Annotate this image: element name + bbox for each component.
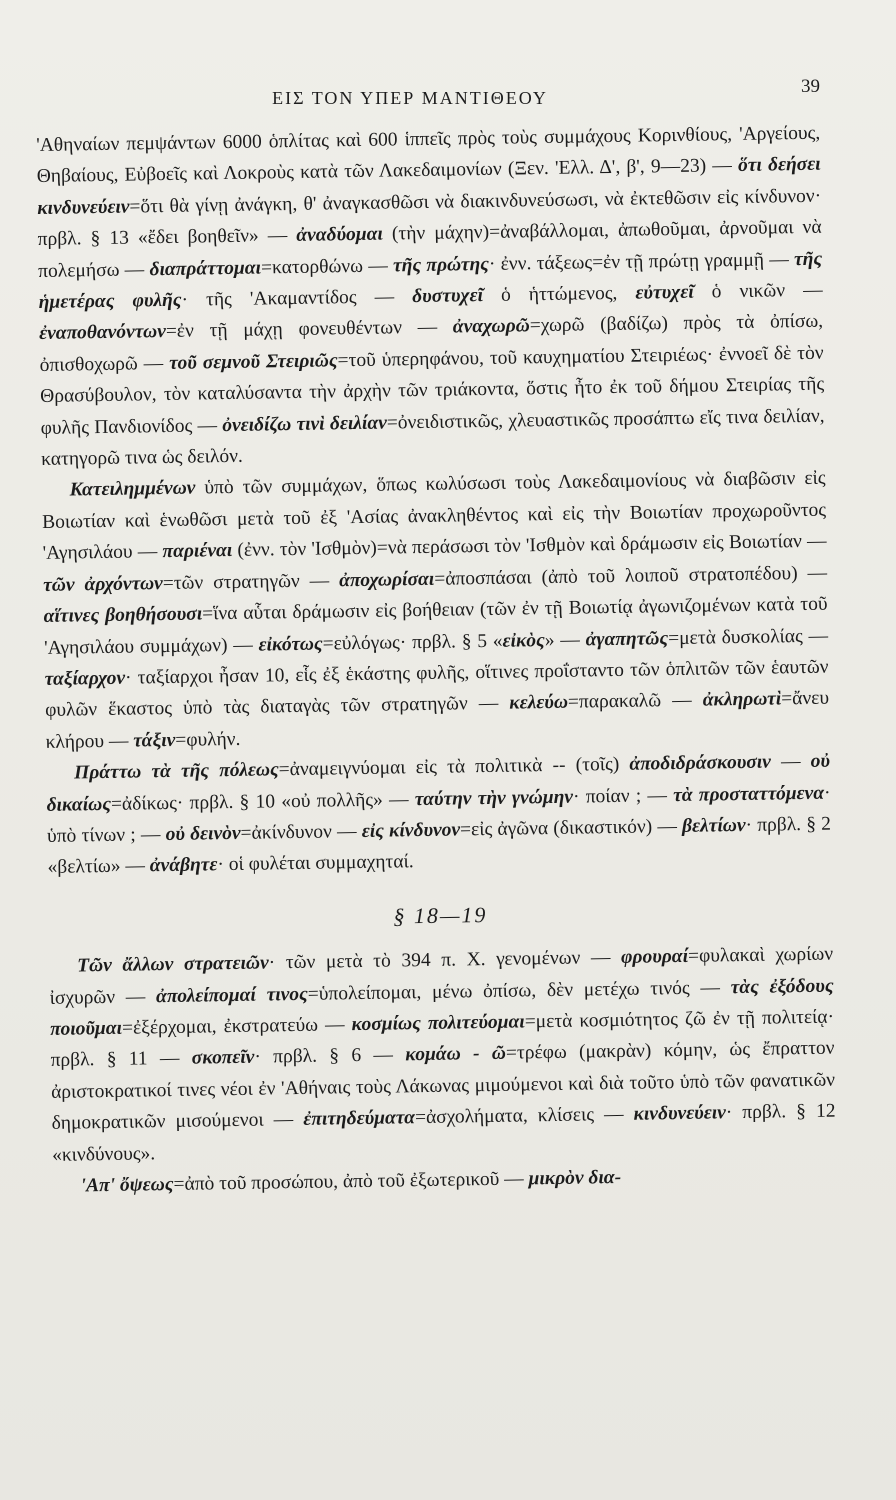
commentary-body xyxy=(36,118,837,1203)
lemma-term: παριέναι xyxy=(162,540,233,563)
gloss-text: =εἰς ἀγῶνα (δικαστικόν) — xyxy=(459,815,683,841)
lemma-term: αἵτινες βοηθήσουσι xyxy=(43,603,203,628)
lemma-term: ἀναδύομαι xyxy=(296,223,384,247)
gloss-text: =ἀναμειγνύομαι εἰς τὰ πολιτικὰ -- (τοῖς) xyxy=(278,753,630,781)
lemma-term: εἰκὸς xyxy=(502,629,545,652)
lemma-term: κελεύω xyxy=(509,692,569,714)
gloss-text: · ἐνν. τάξεως=ἐν τῇ πρώτῃ γραμμῇ — xyxy=(488,248,795,275)
lemma-term: σκοπεῖν xyxy=(191,1047,255,1070)
lemma-term: τὰς ἐξόδους ποιοῦμαι xyxy=(49,975,834,1040)
gloss-text: — xyxy=(770,751,811,773)
gloss-text: =ἐν τῇ μάχῃ φονευθέντων — xyxy=(165,316,454,343)
lemma-term: τάξιν xyxy=(133,729,176,752)
gloss-text: =ὑπολείπομαι, μένω ὀπίσω, δὲν μετέχω τινός — xyxy=(307,976,731,1005)
gloss-text: · τῆς 'Ακαμαντίδος — xyxy=(181,286,413,311)
lemma-term: ὅτι δεήσει κινδυνεύειν xyxy=(37,154,821,219)
lemma-term: ταξίαρχον xyxy=(44,667,126,690)
lemma-term: τῆς ἡμετέρας φυλῆς xyxy=(38,248,823,314)
lemma-term: φρουραί xyxy=(620,946,689,969)
gloss-text: =ἀκίνδυνον — xyxy=(240,820,362,844)
gloss-text: =ἄνευ κλήρου — xyxy=(45,687,830,753)
lemma-term: τῆς πρώτης xyxy=(392,253,490,277)
lemma-term: ἀκληρωτὶ xyxy=(702,688,782,711)
lemma-term: τοῦ σεμνοῦ Στειριῶς xyxy=(168,350,338,374)
lemma-term: εὐτυχεῖ xyxy=(635,281,694,304)
gloss-text: ὑπὸ τῶν συμμάχων, ὅπως κωλύσωσι τοὺς Λακεδαιμονίους νὰ διαβῶσιν εἰς Βοιωτίαν καὶ ἑνωθῶσι μετὰ τοῦ ἐξ 'Ασίας ἀνακληθέντος καὶ εἰς τὴν Βοιωτίαν προχωροῦντος 'Αγησιλάου — xyxy=(41,468,827,565)
gloss-text: =ἵνα αὗται δράμωσιν εἰς βοήθειαν (τῶν ἐν τῇ Βοιωτίᾳ ἀγωνιζομένων κατὰ τοῦ 'Αγησιλάου συμμάχων) — xyxy=(43,593,828,659)
gloss-text: =τοῦ ὑπερηφάνου, τοῦ καυχηματίου Στειριέως· ἐννοεῖ δὲ τὸν Θρασύβουλον, τὸν καταλύσαντα τὴν ἀρχὴν τῶν τριάκοντα, ὅστις ἦτο ἐκ τοῦ δήμου Στειρίας τῆς φυλῆς Πανδιονίδος — xyxy=(40,342,825,439)
lemma-term: τῶν ἀρχόντων xyxy=(42,572,163,596)
gloss-text: (τὴν μάχην)=ἀναβάλλομαι, ἀπωθοῦμαι, ἀρνοῦμαι νὰ πολεμήσω — xyxy=(38,216,822,282)
gloss-text: =τρέφω (μακρὰν) κόμην, ὡς ἔπραττον ἀριστοκρατικοί τινες νέοι ἐν 'Αθήναις τοὺς Λάκωνας μιμούμενοι καὶ διὰ τοῦτο ὑπὸ τῶν φανατικῶν δημοκρατικῶν μισούμενοι — xyxy=(50,1037,836,1135)
gloss-text: · πρβλ. § 6 — xyxy=(254,1044,406,1069)
lemma-term: ταύτην τὴν γνώμην xyxy=(414,786,574,810)
lemma-term: τὰ προσταττόμενα xyxy=(673,782,825,806)
lemma-term: κομάω - ῶ xyxy=(405,1043,507,1066)
commentary-paragraph xyxy=(41,463,829,758)
gloss-text: =ὅτι θὰ γίνῃ ἀνάγκη, θ' ἀναγκασθῶσι νὰ διακινδυνεύσωσι, νὰ ἐκτεθῶσιν εἰς κίνδυνον· πρβλ. § 13 «ἔδει βοηθεῖν» — xyxy=(37,185,822,251)
gloss-text: · ταξίαρχοι ἦσαν 10, εἷς ἐξ ἑκάστης φυλῆς, οἵτινες προΐσταντο τῶν ὁπλιτῶν τῶν ἑαυτῶν φυλῶν ἕκαστος ὑπὸ τὰς διαταγὰς τῶν στρατηγῶν — xyxy=(44,656,829,722)
gloss-text: =ἀδίκως· πρβλ. § 10 «οὐ πολλῆς» — xyxy=(110,788,415,815)
gloss-text: · ποίαν ; — xyxy=(572,784,674,808)
gloss-text: (ἐνν. τὸν 'Ισθμὸν)=νὰ περάσωσι τὸν 'Ισθμὸν καὶ δράμωσιν εἰς Βοιωτίαν — xyxy=(232,530,827,562)
gloss-text: =εὐλόγως· πρβλ. § 5 « xyxy=(322,630,503,655)
gloss-text: § 18—19 xyxy=(393,901,488,929)
lemma-term: ἀποχωρίσαι xyxy=(339,568,435,591)
lemma-term: μικρὸν δια- xyxy=(528,1166,622,1190)
lemma-term: ἀνάβητε xyxy=(149,854,218,877)
gloss-text: » — xyxy=(544,628,586,651)
gloss-text: =ἀποσπάσαι (ἀπὸ τοῦ λοιποῦ στρατοπέδου) — xyxy=(434,562,828,590)
gloss-text: =φυλήν. xyxy=(175,728,241,751)
gloss-text: =μετὰ δυσκολίας — xyxy=(667,625,829,649)
gloss-text: =ἀσχολήματα, κλίσεις — xyxy=(414,1103,634,1129)
gloss-text: =παρακαλῶ — xyxy=(567,689,703,714)
gloss-text: =τῶν στρατηγῶν — xyxy=(162,569,340,594)
lemma-term: οὐ δεινὸν xyxy=(165,822,241,845)
gloss-text: =ἐξέρχομαι, ἐκστρατεύω — xyxy=(121,1014,352,1039)
gloss-text: · ὑπὸ τίνων ; — xyxy=(46,782,831,847)
commentary-paragraph xyxy=(36,118,825,476)
commentary-paragraph xyxy=(49,939,836,1171)
gloss-text: · τῶν μετὰ τὸ 394 π. Χ. γενομένων — xyxy=(268,947,622,974)
lemma-term: ἀποδιδράσκουσιν xyxy=(629,751,772,775)
gloss-text: · πρβλ. § 12 «κινδύνους». xyxy=(51,1100,836,1166)
lemma-term: ἀπολείπομαί τινος xyxy=(155,983,308,1007)
lemma-term: κινδυνεύειν xyxy=(633,1102,726,1125)
gloss-text: =μετὰ κοσμιότητος ζῶ ἐν τῇ πολιτείᾳ· πρβλ. § 11 — xyxy=(50,1006,835,1072)
lemma-term: ἐπιτηδεύματα xyxy=(303,1107,416,1131)
section-heading xyxy=(48,893,832,937)
lemma-term: ἐναποθανόντων xyxy=(39,321,167,345)
gloss-text: · πρβλ. § 2 «βελτίω» — xyxy=(47,813,832,879)
lemma-term: Κατειλημμένων xyxy=(69,478,196,501)
commentary-paragraph xyxy=(46,746,832,884)
lemma-term: δυστυχεῖ xyxy=(412,285,484,308)
gloss-text: =ἀπὸ τοῦ προσώπου, ἀπὸ τοῦ ἐξωτερικοῦ — xyxy=(173,1168,529,1195)
lemma-term: κοσμίως πολιτεύομαι xyxy=(351,1011,525,1036)
lemma-term: ὀνειδίζω τινὶ δειλίαν xyxy=(222,412,387,436)
lemma-term: ἀναχωρῶ xyxy=(452,315,530,338)
gloss-text: 'Αθηναίων πεμψάντων 6000 ὁπλίτας καὶ 600 ἱππεῖς πρὸς τοὺς συμμάχους Κορινθίους, 'Αργείους, Θηβαίους, Εὐβοεῖς καὶ Λοκροὺς κατὰ τῶν Λακεδαιμονίων (Ξεν. 'Ελλ. Δ', β', 9—23) — xyxy=(36,122,821,188)
gloss-text: · οἱ φυλέται συμμαχηταί. xyxy=(217,851,414,876)
lemma-term: Πράττω τὰ τῆς πόλεως xyxy=(73,759,279,784)
gloss-text: =κατορθώνω — xyxy=(260,255,394,279)
gloss-text: =ὀνειδιστικῶς, χλευαστικῶς προσάπτω εἴς τινα δειλίαν, κατηγορῶ τινα ὡς δειλόν. xyxy=(41,405,825,471)
lemma-term: βελτίων xyxy=(681,814,746,837)
gloss-text: =φυλακαὶ χωρίων ἰσχυρῶν — xyxy=(49,943,834,1009)
page-number: 39 xyxy=(801,76,820,97)
lemma-term: διαπράττομαι xyxy=(149,257,262,280)
lemma-term: εἰκότως xyxy=(258,633,323,656)
lemma-term: οὐ δικαίως xyxy=(46,750,831,816)
gloss-text: ὁ ἡττώμενος, xyxy=(482,282,636,307)
lemma-term: 'Απ' ὄψεως xyxy=(80,1173,174,1197)
lemma-term: Τῶν ἄλλων στρατειῶν xyxy=(76,952,269,977)
gloss-text: ὁ νικῶν — xyxy=(693,279,823,303)
lemma-term: ἀγαπητῶς xyxy=(585,627,669,650)
running-head: ΕΙΣ ΤΟΝ ΥΠΕΡ ΜΑΝΤΙΘΕΟΥ xyxy=(272,88,548,108)
gloss-text: =χωρῶ (βαδίζω) πρὸς τὰ ὀπίσω, ὀπισθοχωρῶ — xyxy=(39,311,824,376)
lemma-term: εἰς κίνδυνον xyxy=(361,819,461,842)
